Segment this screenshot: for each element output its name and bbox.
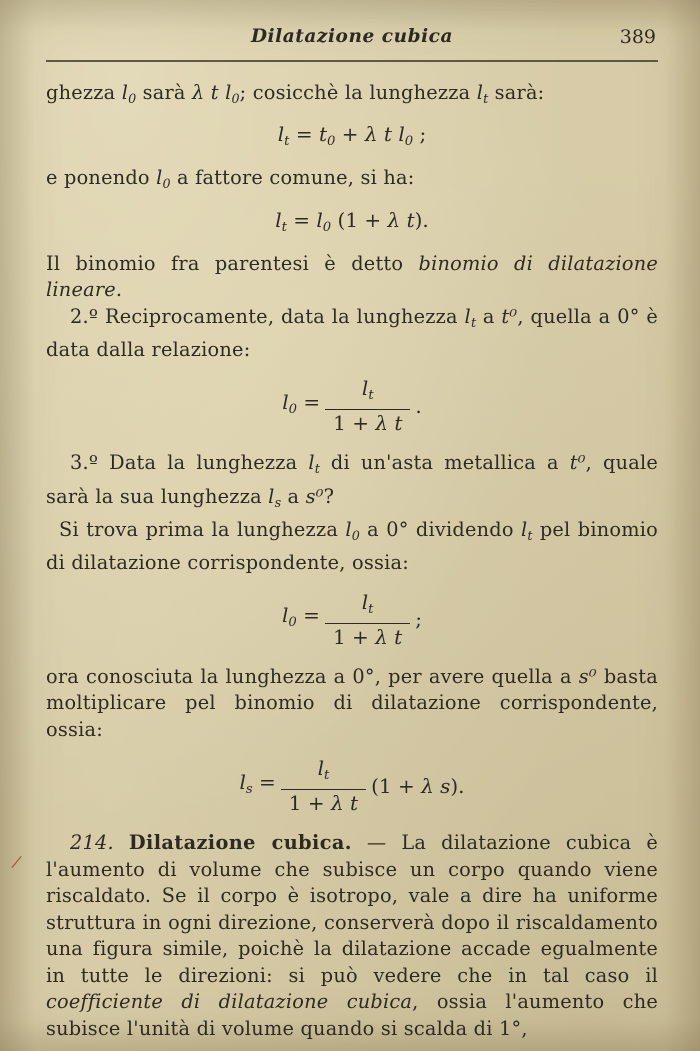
formula-rhs: . — [415, 393, 422, 418]
formula-ls-fraction — [46, 756, 658, 815]
formula-rhs: ; — [415, 607, 422, 632]
page-number: 389 — [619, 26, 656, 48]
fraction-numerator: lt — [325, 376, 410, 410]
paragraph-factoring: e ponendo l0 a fattore comune, si ha: — [46, 166, 415, 193]
paragraph-binomial-definition: Il binomio fra parentesi è detto binomio di dilatazione lineare. — [46, 251, 658, 302]
paragraph-problem-3: 3.º Data la lunghezza lt di un'asta metallica a t⁰, quale sarà la sua lunghezza ls a s⁰? — [46, 451, 658, 511]
fraction-denominator: 1 + λ t — [332, 624, 403, 649]
paragraph-section-214: 214. Dilatazione cubica. — La dilatazione cubica è l'aumento di volume che subisce un corpo quando viene riscaldato. Se il corpo è isotropo, vale a dire ha uniforme struttura in ogni direzione, conserverà dopo il riscaldamento una figura simile, poichè la dilatazione accade egualmente in tutte le direzioni: si può vedere che in tal caso il coefficiente di dilatazione cubica, ossia l'aumento che subisce l'unità di volume quando si scalda di 1°, — [46, 831, 659, 1040]
fraction-denominator: 1 + λ t — [288, 791, 359, 816]
paragraph-reciprocal: 2.º Reciprocamente, data la lunghezza lt a t⁰, quella a 0° è data dalla relazione: — [46, 304, 658, 361]
formula-l0-fraction-2 — [46, 590, 658, 649]
margin-pencil-mark: / — [12, 851, 22, 872]
fraction-numerator: lt — [325, 590, 410, 624]
running-head — [46, 26, 658, 54]
fraction — [325, 590, 410, 649]
formula-lhs: l0 = — [282, 603, 320, 631]
fraction-denominator: 1 + λ t — [333, 411, 403, 436]
paragraph-solution-step2: ora conosciuta la lunghezza a 0°, per avere quella a s⁰ basta moltiplicare pel binomio di dilatazione corrispondente, ossia: — [46, 664, 658, 741]
page-content — [46, 80, 658, 1042]
paragraph-solution-step1: Si trova prima la lunghezza l0 a 0° dividendo lt pel binomio di dilatazione corrispondente, ossia: — [46, 517, 658, 575]
formula-rhs: (1 + λ s). — [371, 773, 465, 798]
header-rule — [46, 60, 658, 62]
fraction-numerator: lt — [281, 756, 366, 790]
fraction — [325, 376, 410, 435]
formula-binomial: lt = l0 (1 + λ t). — [275, 207, 429, 235]
formula-l0-fraction — [46, 376, 658, 435]
formula-linear-expansion: lt = t0 + λ t l0 ; — [277, 122, 427, 150]
formula-lhs: ls = — [239, 769, 276, 797]
formula-lhs: l0 = — [282, 389, 321, 417]
fraction — [281, 756, 366, 815]
paragraph-continuation: ghezza l0 sarà λ t l0; cosicchè la lunghezza lt sarà: — [46, 81, 545, 107]
running-title: Dilatazione cubica — [250, 26, 454, 47]
